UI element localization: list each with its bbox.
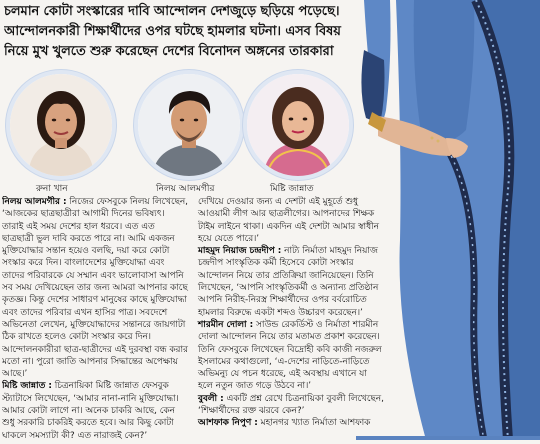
paragraph-niloy	[2, 196, 188, 380]
paragraph-text: নাট্য নির্মাতা মাহমুদ নিয়াজ চন্দ্রদীপ সাংস্কৃতিক কর্মী হিসেবে কোটা সংস্কার আন্দোলন নিয়ে তার প্রতিক্রিয়া জানিয়েছেন। তিনি লিখেছেন, ‘আপনি সাংস্কৃতিকর্মী ও অন্যান্য প্রতিষ্ঠান আপনি নিরীহ-নিরস্ত্র শিক্ষার্থীদের ওপর বর্বরোচিত হামলার বিরুদ্ধে একটা শব্দও উচ্চারণ করেছেন।’	[198, 246, 379, 318]
caption-misty-jannat: মিষ্টি জান্নাত	[270, 184, 314, 194]
portrait-misty-jannat	[247, 74, 349, 176]
portrait-niloy-alamgir	[138, 74, 240, 176]
speaker-name: নিলয় আলমগীর :	[2, 197, 67, 207]
article-column-left	[2, 196, 188, 440]
speaker-name: আশফাক নিপুণ :	[198, 418, 258, 429]
caption-niloy-alamgir: নিলয় আলমগীর	[156, 184, 215, 194]
speaker-name: মাহমুদ নিয়াজ চন্দ্রদীপ :	[198, 246, 282, 257]
speaker-name: বুবলী :	[198, 393, 224, 404]
lead-line-1: চলমান কোটা সংস্কারের দাবি আন্দোলন দেশজুড়ে ছড়িয়ে পড়েছে।	[4, 4, 340, 19]
portrait-runa-khan	[10, 74, 112, 176]
caption-runa-khan: রুনা খান	[36, 184, 68, 194]
speaker-name: মিষ্টি জান্নাত :	[2, 381, 52, 392]
paragraph-continued: দেখিয়ে দেওয়ার জন্য এ দেশটা এই মুহূর্তে শুধু আওয়ামী লীগ আর ছাত্রলীগের। আপনাদের শিক্ষক টাইম লাইনে থাকা। একদিন এই দেশটা আমার স্বাধীন হয়ে যেতে পারে।’	[198, 197, 379, 244]
paragraph-misty	[2, 380, 188, 440]
woman-portrait-icon	[10, 74, 112, 176]
paragraph-text: একটি প্রশ্ন রেখে চিত্রনায়িকা বুবলী লিখেছেন, ‘শিক্ষার্থীদের রক্ত ঝরবে কেন?’	[198, 393, 384, 417]
speaker-name: শারমীন দোলা :	[198, 319, 254, 330]
paragraph-text: মহানগর খ্যাত নির্মাতা আশফাক	[257, 418, 371, 429]
woman-portrait-icon	[247, 74, 349, 176]
article-body	[2, 196, 386, 440]
saree-model-photo	[356, 0, 540, 440]
paragraph-text: সাউন্ড রেকর্ডিস্ট ও নির্মাতা শারমীন দোলা আন্দোলন নিয়ে তার মতামত প্রকাশ করেছেন। তিনি ফেসবুকে লিখেছেন বিদ্রোহী কবি কাজী নজরুল ইসলামের কথাগুলো, ‘এ-দেশের নাড়িতে-নাড়িতে অভিমন্যু যে পচন ধরেছে, এই অবস্থায় এখানে যা হলে নতুন জাত গড়ে উঠবে না।’	[198, 319, 382, 392]
saree-figure-icon	[356, 0, 540, 440]
paragraph-text: চিত্রনায়িকা মিষ্টি জান্নাত ফেসবুক স্ট্যাটাসে লিখেছেন, ‘আমার নানা-নানি মুক্তিযোদ্ধা। আমার কোটা লাগে না। অনেক চাকরি আছে, কেন শুধু সরকারি চাকরিই করতে হবে। আর কিছু কোটা ঘাকলে সমস্যাটা কী? এত নারাজই কেন?’	[2, 381, 179, 440]
lead-paragraph	[4, 2, 386, 62]
lead-line-3: নিয়ে মুখ খুলতে শুরু করেছেন দেশের বিনোদন অঙ্গনের তারকারা	[4, 44, 334, 59]
man-portrait-icon	[138, 74, 240, 176]
lead-line-2: আন্দোলনকারী শিক্ষার্থীদের ওপর ঘটছে হামলার ঘটনা। এসব বিষয়	[4, 24, 341, 39]
paragraph-text: নিজের ফেসবুকে নিলয় লিখেছেন, ‘আজকের ছাত্রছাত্রীরা আগামী দিনের ভবিষ্যৎ। তারাই এই সময় দেশের হাল ধরবে। এত এত ছাত্রছাত্রী ভুল দাবি করতে পারে না। আমি একজন মুক্তিযোদ্ধার সন্তান হয়েও বলছি, দয়া করে কোটা সংস্কার করে দিন। বাংলাদেশের মুক্তিযোদ্ধা এবং তাদের পরিবারকে যে সম্মান এবং ভালোবাসা আপনি সব সময় দেখিয়েছেন তার জন্য আমরা আপনার কাছে কৃতজ্ঞ। কিন্তু দেশের সাধারণ মানুষের কাছে মুক্তিযোদ্ধা এবং তাদের পরিবার এখন হাসির পাত্র। সবদেশে অভিনেতা লেখেন, মুক্তিযোদ্ধাদের সন্তানরে জায়গাটা ঠিক রাখতে হলেও কোটা সংস্কার করে দিন। আন্দোলনকারীরা ছাত্র-ছাত্রীদের এই দুরবস্থা বন্ধ করার মতো না। পুরো জাতি আপনার সিদ্ধান্তের অপেক্ষায় আছে।’	[2, 197, 189, 380]
